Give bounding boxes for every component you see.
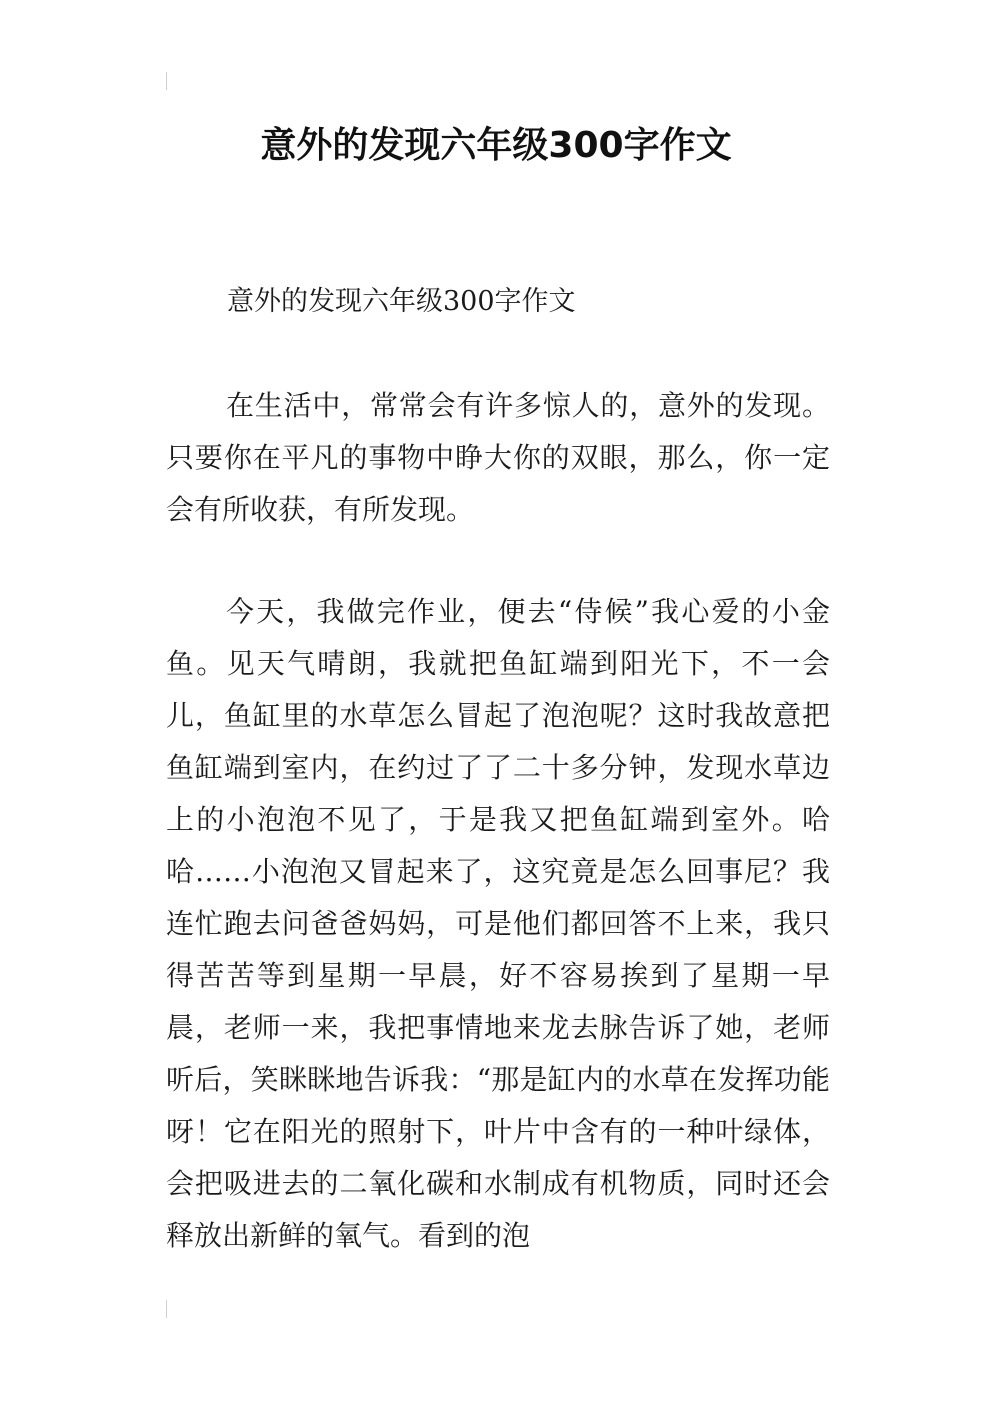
- body-paragraph-1: 在生活中，常常会有许多惊人的，意外的发现。只要你在平凡的事物中睁大你的双眼，那么，你一定会有所收获，有所发现。: [166, 389, 830, 526]
- document-subtitle: 意外的发现六年级300字作文: [227, 286, 576, 317]
- document-title: 意外的发现六年级300字作文: [260, 125, 732, 166]
- body-paragraph-2: 今天，我做完作业，便去“侍候”我心爱的小金鱼。见天气晴朗，我就把鱼缸端到阳光下，不一会儿，鱼缸里的水草怎么冒起了泡泡呢？这时我故意把鱼缸端到室内，在约过了了二十多分钟，发现水草边上的小泡泡不见了，于是我又把鱼缸端到室外。哈哈……小泡泡又冒起来了，这究竟是怎么回事尼？我连忙跑去问爸爸妈妈，可是他们都回答不上来，我只得苦苦等到星期一早晨，好不容易挨到了星期一早晨，老师一来，我把事情地来龙去脉告诉了她，老师听后，笑眯眯地告诉我：“那是缸内的水草在发挥功能呀！它在阳光的照射下，叶片中含有的一种叶绿体，会把吸进去的二氧化碳和水制成有机物质，同时还会释放出新鲜的氧气。看到的泡: [166, 595, 830, 1252]
- page-corner-mark-top: [166, 72, 167, 90]
- page-corner-mark-bottom: [166, 1300, 167, 1318]
